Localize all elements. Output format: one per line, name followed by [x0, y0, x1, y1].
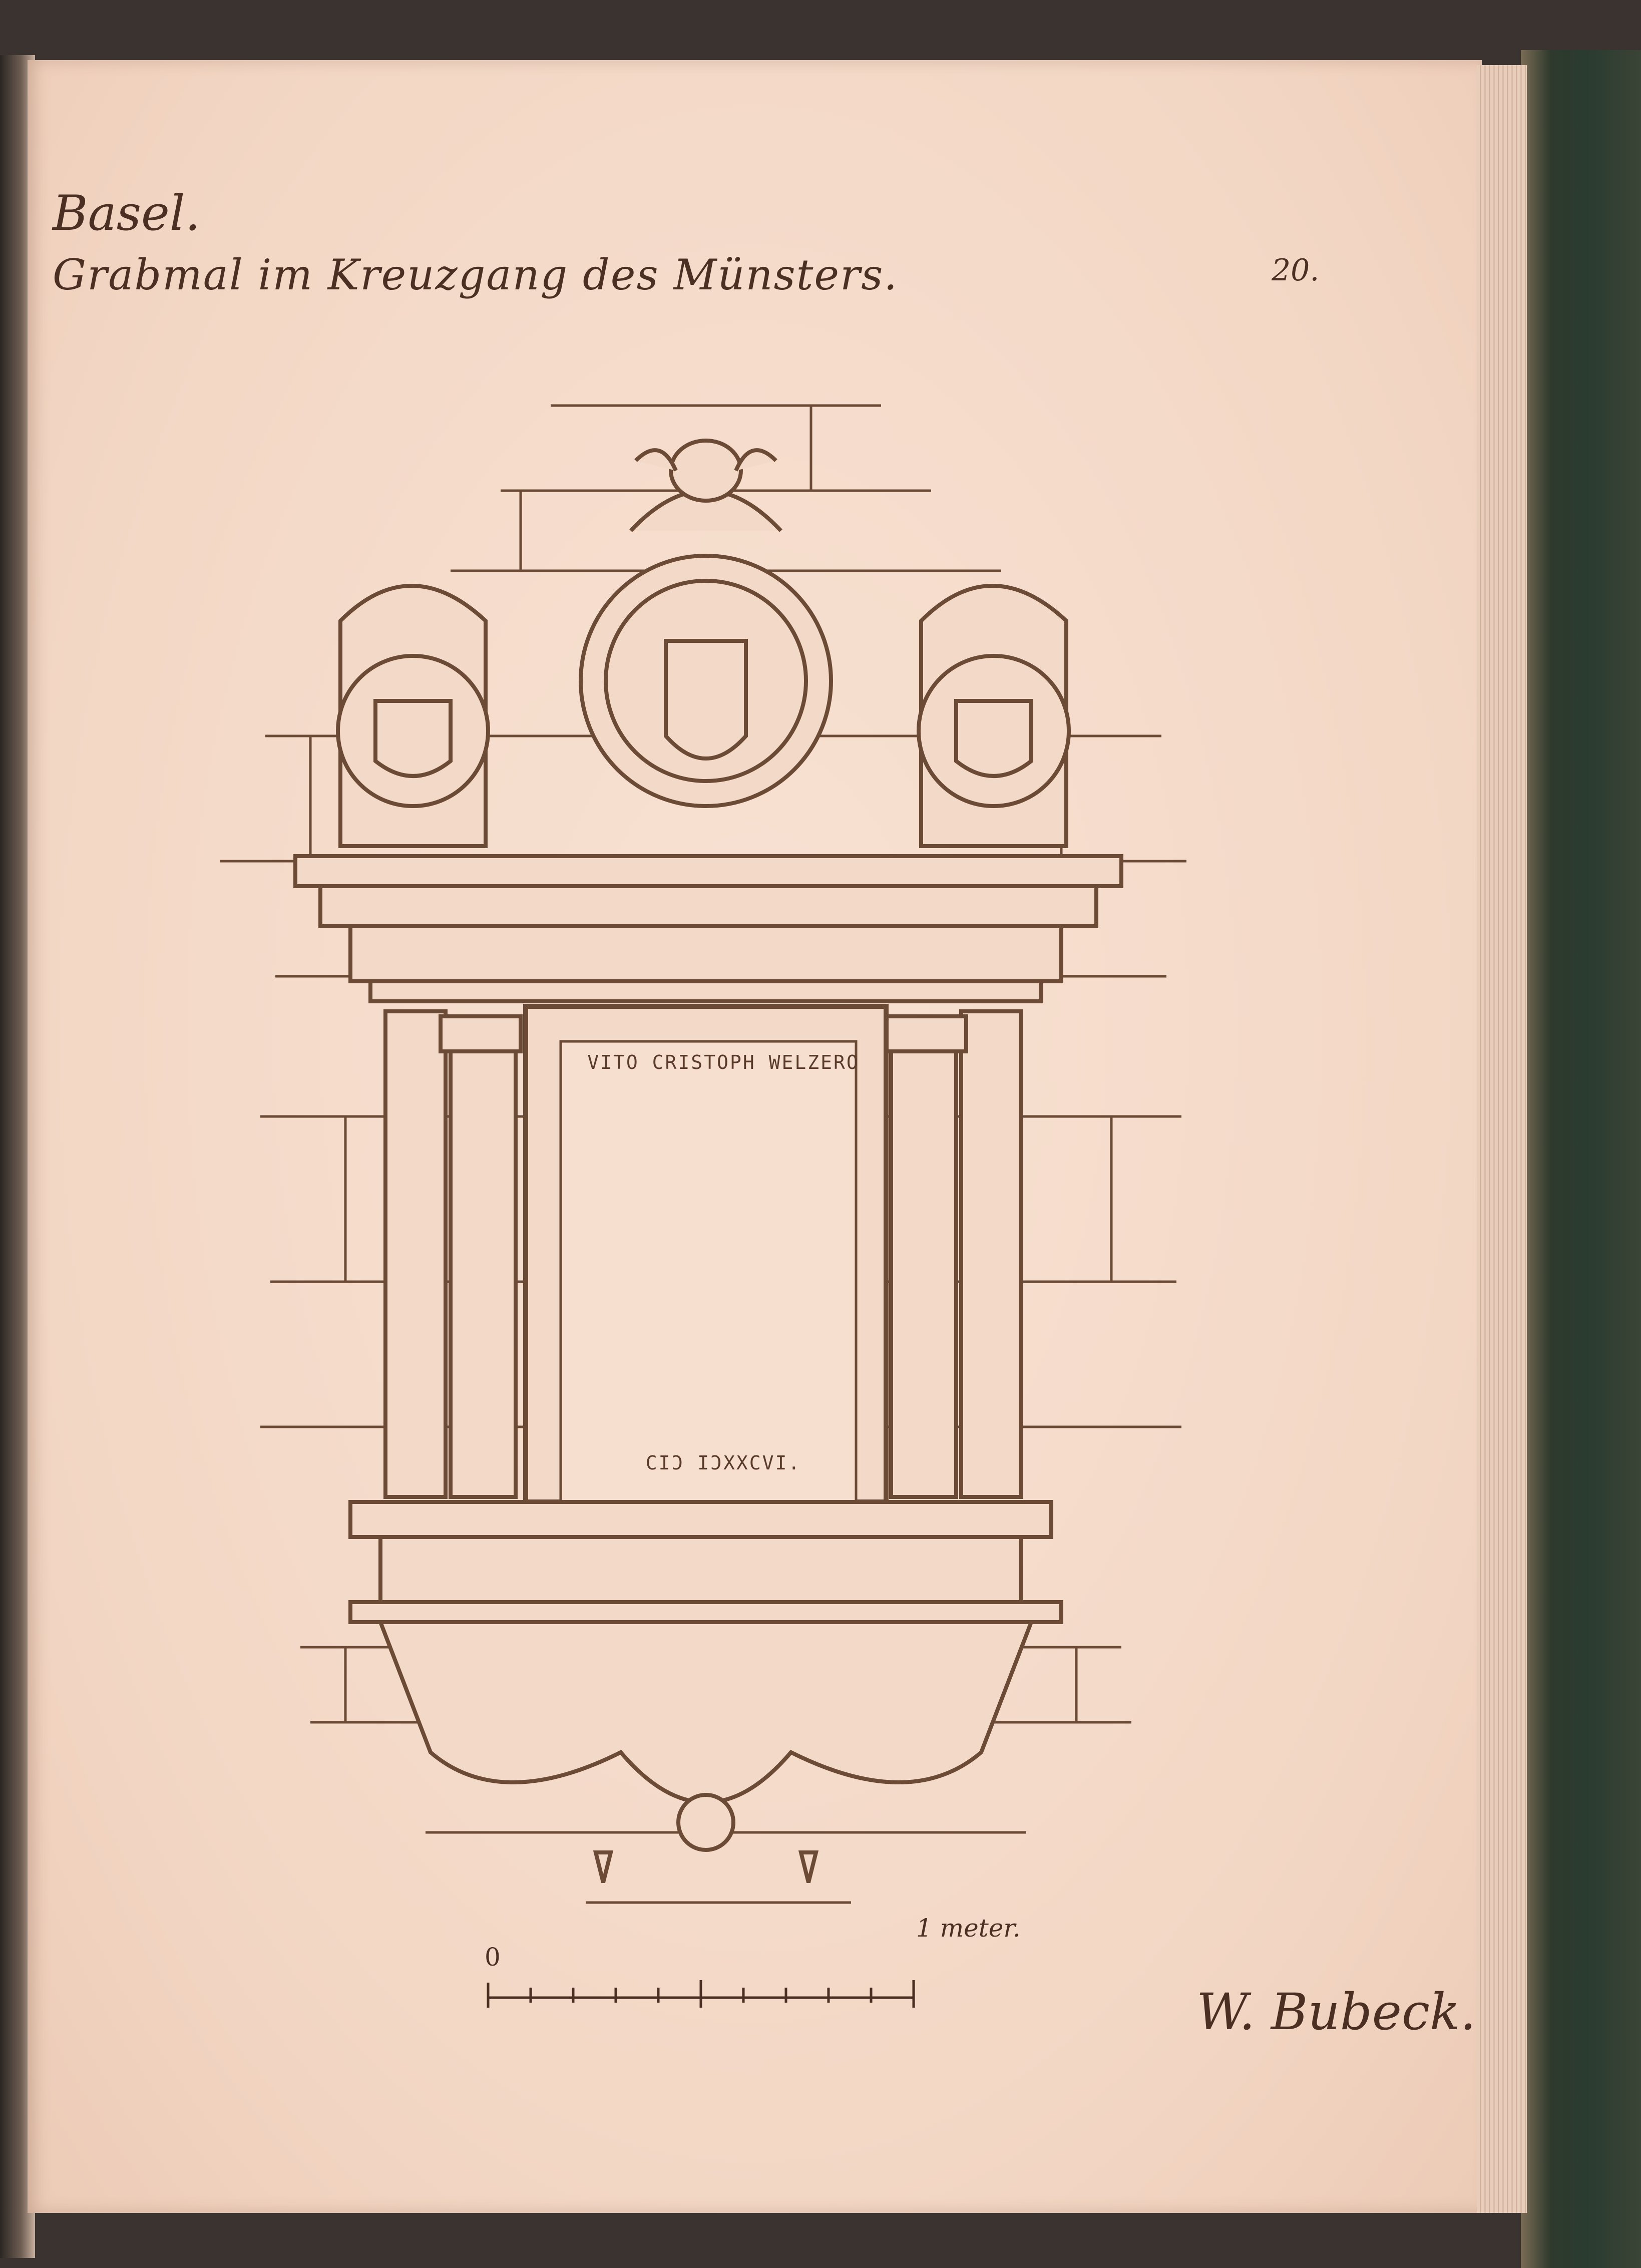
- entablature: [295, 856, 1121, 1001]
- plate-number: 20.: [1272, 253, 1320, 288]
- inscription-first-line: VITO CRISTOPH WELZERO: [587, 1051, 860, 1073]
- city-title: Basel.: [53, 185, 201, 241]
- scale-zero-label: 0: [485, 1943, 501, 1972]
- plate-subtitle: Grabmal im Kreuzgang des Münsters.: [53, 250, 899, 299]
- scale-bar: [488, 1980, 914, 2008]
- inscription-last-line: CIƆ IƆXXCVI.: [645, 1452, 801, 1474]
- inscription-tablet: [561, 1041, 856, 1502]
- artist-signature: W. Bubeck.: [1196, 1983, 1476, 2041]
- base-console: [350, 1502, 1061, 1882]
- scale-unit-label: 1 meter.: [916, 1914, 1021, 1943]
- crest-ornament: [338, 441, 1069, 846]
